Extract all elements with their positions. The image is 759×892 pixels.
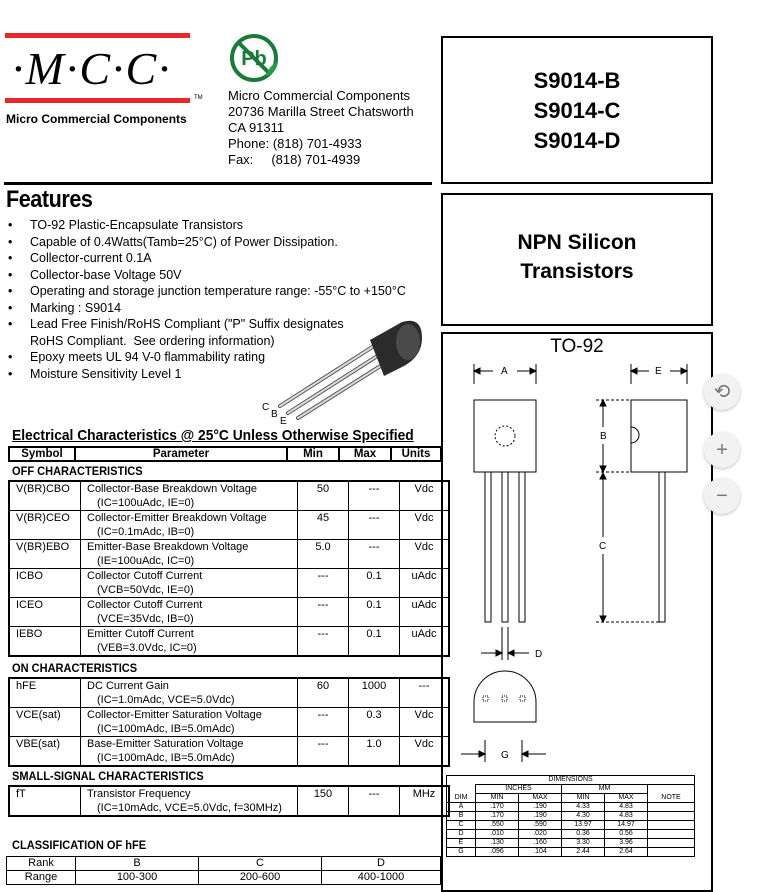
feature-item: • Epoxy meets UL 94 V-0 flammability rating (8, 349, 406, 366)
parameter-cell (81, 481, 298, 511)
characteristic-row (9, 481, 449, 511)
symbol-cell: IEBO (9, 627, 81, 657)
off-characteristics-title: OFF CHARACTERISTICS (12, 464, 143, 478)
parameter-name: Collector-Emitter Breakdown Voltage (87, 512, 267, 524)
description-line: NPN Silicon (517, 231, 637, 254)
symbol-cell: hFE (9, 678, 81, 708)
parameter-cell (81, 678, 298, 708)
max-cell: 0.1 (349, 627, 400, 657)
dim-header: MAX (605, 794, 648, 803)
min-cell: --- (298, 598, 349, 627)
trademark: TM (194, 95, 203, 101)
symbol-cell: VCE(sat) (9, 708, 81, 737)
company-address (228, 88, 414, 168)
logo-bottom-bar (5, 98, 190, 103)
characteristic-row (9, 708, 449, 737)
min-cell: --- (298, 569, 349, 598)
characteristic-row (9, 511, 449, 540)
col-symbol: Symbol (9, 447, 75, 461)
header-divider (4, 182, 432, 185)
characteristic-row (9, 598, 449, 627)
symbol-cell: fT (9, 786, 81, 816)
classification-title: CLASSIFICATION OF hFE (12, 838, 147, 852)
units-cell: uAdc (400, 569, 450, 598)
electrical-header-table (8, 446, 442, 462)
small-signal-table (8, 785, 450, 817)
dim-header: MIN (476, 794, 519, 803)
rank-value: C (199, 857, 322, 871)
side-lead (659, 472, 665, 622)
parameter-cell (81, 511, 298, 540)
units-cell: Vdc (400, 737, 450, 767)
features-title: Features (6, 186, 93, 213)
lead-free-icon (226, 30, 282, 86)
min-cell: --- (298, 708, 349, 737)
parameter-condition: (IC=10mAdc, VCE=5.0Vdc, f=30MHz) (97, 802, 282, 814)
col-units: Units (391, 447, 441, 461)
part-number-box (441, 36, 713, 184)
lead (485, 472, 491, 622)
parameter-name: Base-Emitter Saturation Voltage (87, 738, 244, 750)
mcc-logo: ·M·C·C· (12, 43, 172, 94)
col-parameter: Parameter (75, 447, 287, 461)
min-cell: --- (298, 627, 349, 657)
max-cell: 0.1 (349, 569, 400, 598)
description-line: Transistors (520, 260, 634, 283)
zoom-out-button[interactable]: − (704, 478, 740, 514)
address-line: 20736 Marilla Street Chatsworth (228, 104, 414, 119)
parameter-condition: (IC=100mAdc, IB=5.0mAdc) (97, 723, 235, 735)
units-cell: Vdc (400, 481, 450, 511)
address-line: Micro Commercial Components (228, 88, 411, 103)
dim-row: B .170 .190 4.30 4.83 (447, 812, 695, 821)
description-box (441, 193, 713, 326)
parameter-name: Emitter-Base Breakdown Voltage (87, 541, 249, 553)
characteristic-row (9, 627, 449, 657)
package-drawing (441, 332, 713, 772)
min-cell: 5.0 (298, 540, 349, 569)
parameter-cell (81, 569, 298, 598)
dim-label: A (501, 366, 508, 377)
parameter-name: DC Current Gain (87, 680, 169, 692)
package-title: TO-92 (550, 336, 604, 357)
part-number: S9014-D (533, 128, 621, 153)
parameter-name: Collector Cutoff Current (87, 599, 203, 611)
min-cell: 50 (298, 481, 349, 511)
min-cell: 150 (298, 786, 349, 816)
off-table (8, 480, 450, 657)
parameter-condition: (VEB=3.0Vdc, IC=0) (97, 642, 197, 654)
dim-label: D (535, 649, 543, 660)
rotate-button[interactable]: ⟲ (704, 374, 740, 410)
dim-label: E (655, 366, 662, 377)
parameter-name: Emitter Cutoff Current (87, 628, 194, 640)
dim-row: G .096 .104 2.44 2.64 (447, 848, 695, 857)
rank-value: B (76, 857, 199, 871)
parameter-cell (81, 598, 298, 627)
units-cell: Vdc (400, 511, 450, 540)
dim-header: NOTE (648, 794, 695, 803)
dimensions-table (446, 775, 695, 857)
part-number: S9014-C (533, 98, 621, 123)
range-label: Range (7, 871, 76, 885)
parameter-cell (81, 627, 298, 657)
parameter-condition: (IC=0.1mAdc, IB=0) (97, 526, 195, 538)
feature-item: • TO-92 Plastic-Encapsulate Transistors (8, 217, 406, 234)
parameter-condition: (VCE=35Vdc, IB=0) (97, 613, 194, 625)
front-body (474, 400, 536, 472)
dim-label: C (599, 541, 607, 552)
min-cell: 45 (298, 511, 349, 540)
parameter-cell (81, 786, 298, 816)
dim-header: MIN (562, 794, 605, 803)
symbol-cell: V(BR)CEO (9, 511, 81, 540)
feature-item: • Moisture Sensitivity Level 1 (8, 366, 406, 383)
symbol-cell: ICBO (9, 569, 81, 598)
characteristic-row (9, 569, 449, 598)
pb-text: Pb (241, 48, 267, 70)
part-number: S9014-B (533, 68, 621, 93)
parameter-condition: (IC=100uAdc, IE=0) (97, 497, 195, 509)
dim-row: E .130 .160 3.30 3.96 (447, 839, 695, 848)
on-table (8, 677, 450, 767)
max-cell: 0.3 (349, 708, 400, 737)
parameter-name: Collector Cutoff Current (87, 570, 203, 582)
dim-label: G (501, 750, 509, 761)
lead (502, 472, 508, 622)
max-cell: --- (349, 540, 400, 569)
pin-label: C (262, 402, 270, 413)
dim-header: DIM (447, 794, 476, 803)
parameter-condition: (IC=1.0mAdc, VCE=5.0Vdc) (97, 694, 235, 706)
parameter-condition: (IC=100mAdc, IB=5.0mAdc) (97, 752, 235, 764)
to92-transistor-illustration (262, 318, 432, 428)
characteristic-row (9, 540, 449, 569)
parameter-name: Collector-Base Breakdown Voltage (87, 483, 257, 495)
characteristic-row (9, 678, 449, 708)
units-cell: uAdc (400, 627, 450, 657)
units-cell: MHz (400, 786, 450, 816)
dim-row: C .550 .590 13.97 14.97 (447, 821, 695, 830)
feature-item: • Capable of 0.4Watts(Tamb=25°C) of Power Dissipation. (8, 234, 406, 251)
dim-header: MAX (519, 794, 562, 803)
pin-label: B (271, 409, 278, 420)
range-value: 200-600 (199, 871, 322, 885)
dim-row: D .010 .020 0.36 0.56 (447, 830, 695, 839)
col-min: Min (287, 447, 339, 461)
pin-label: E (280, 416, 287, 427)
feature-item: • Operating and storage junction temperature range: -55°C to +150°C (8, 283, 406, 300)
parameter-cell (81, 540, 298, 569)
on-characteristics-title: ON CHARACTERISTICS (12, 661, 138, 675)
parameter-condition: (IE=100uAdc, IC=0) (97, 555, 195, 567)
symbol-cell: ICEO (9, 598, 81, 627)
dim-row: A .170 .190 4.33 4.83 (447, 803, 695, 812)
parameter-cell (81, 737, 298, 767)
characteristic-row (9, 786, 449, 816)
units-cell: --- (400, 678, 450, 708)
symbol-cell: V(BR)EBO (9, 540, 81, 569)
parameter-condition: (VCB=50Vdc, IE=0) (97, 584, 194, 596)
electrical-title: Electrical Characteristics @ 25°C Unless Otherwise Specified (12, 427, 414, 444)
small-signal-title: SMALL-SIGNAL CHARACTERISTICS (12, 769, 204, 783)
max-cell: 1.0 (349, 737, 400, 767)
min-cell: --- (298, 737, 349, 767)
min-cell: 60 (298, 678, 349, 708)
units-cell: Vdc (400, 708, 450, 737)
company-name: Micro Commercial Components (6, 112, 187, 126)
zoom-in-button[interactable]: + (704, 432, 740, 468)
range-value: 100-300 (76, 871, 199, 885)
feature-item: • Lead Free Finish/RoHS Compliant ("P" Suffix designates RoHS Compliant. See ordering information) (8, 316, 406, 349)
address-line: Phone: (818) 701-4933 (228, 136, 362, 151)
max-cell: 1000 (349, 678, 400, 708)
address-line: CA 91311 (228, 120, 285, 135)
units-cell: Vdc (400, 540, 450, 569)
col-max: Max (339, 447, 391, 461)
dim-inches: INCHES (476, 785, 562, 794)
logo-top-bar (5, 33, 190, 38)
range-value: 400-1000 (322, 871, 441, 885)
characteristic-row (9, 737, 449, 767)
feature-item: • Collector-base Voltage 50V (8, 267, 406, 284)
rank-value: D (322, 857, 441, 871)
max-cell: 0.1 (349, 598, 400, 627)
max-cell: --- (349, 511, 400, 540)
lead (519, 472, 525, 622)
units-cell: uAdc (400, 598, 450, 627)
rank-label: Rank (7, 857, 76, 871)
parameter-cell (81, 708, 298, 737)
symbol-cell: VBE(sat) (9, 737, 81, 767)
address-line: Fax: (818) 701-4939 (228, 152, 361, 167)
parameter-name: Transistor Frequency (87, 788, 191, 800)
max-cell: --- (349, 786, 400, 816)
parameter-name: Collector-Emitter Saturation Voltage (87, 709, 262, 721)
classification-table (6, 856, 441, 885)
symbol-cell: V(BR)CBO (9, 481, 81, 511)
feature-item: • Collector-current 0.1A (8, 250, 406, 267)
front-dimple (495, 426, 515, 446)
dim-mm: MM (562, 785, 648, 794)
max-cell: --- (349, 481, 400, 511)
feature-item: • Marking : S9014 (8, 300, 406, 317)
dim-label: B (600, 431, 607, 442)
dim-title: DIMENSIONS (447, 776, 695, 785)
